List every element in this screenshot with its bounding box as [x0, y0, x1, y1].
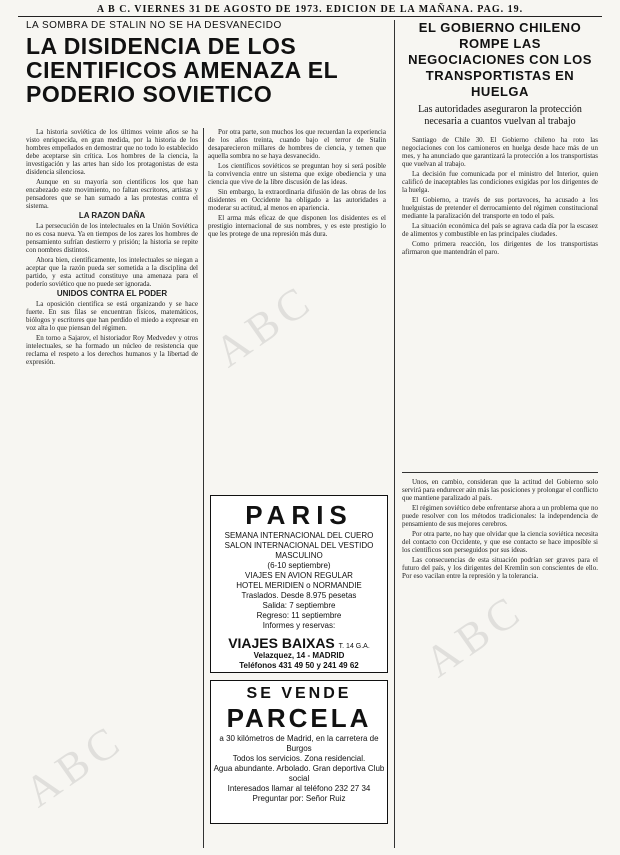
watermark-1: ABC	[15, 714, 133, 817]
ad-line: SALON INTERNACIONAL DEL VESTIDO MASCULINO	[224, 541, 374, 560]
paragraph: La decisión fue comunicada por el ministro del Interior, quien calificó de inaceptables las condiciones exigidas por los dirigentes de la huelga.	[402, 170, 598, 194]
paragraph: Los científicos soviéticos se preguntan hoy si será posible la convivencia entre un sistema que exige obediencia y una ciencia que vive de la libre discusión de las ideas.	[208, 162, 386, 186]
ad-paris	[210, 495, 388, 673]
ad-line: (6-10 septiembre)	[267, 561, 331, 570]
paragraph: La historia soviética de los últimos veinte años se ha visto enriquecida, en gran medida, por la historia de los hombres empeñados en demostrar que no todo lo establecido debe aceptarse sin crítica. Los hombres de la ciencia, la investigación y las artes han sido los protagonistas de esta disidencia silenciosa.	[26, 128, 198, 176]
paragraph: El régimen soviético debe enfrentarse ahora a un problema que no puede resolver con los métodos tradicionales: la independencia de pensamiento de sus mejores cerebros.	[402, 504, 598, 528]
ad-parcela-lines	[211, 734, 387, 804]
ad-paris-lines	[211, 531, 387, 631]
right-continued-text	[402, 478, 598, 580]
paragraph: En torno a Sajarov, el historiador Roy Medvedev y otros intelectuales, se ha formado un núcleo de resistencia que reclama el respeto a los derechos humanos y la libertad de expresión.	[26, 334, 198, 366]
col2-text	[208, 128, 386, 238]
ad-line: Informes y reservas:	[262, 621, 336, 630]
ad-line: Regreso: 11 septiembre	[256, 611, 342, 620]
left-kicker: LA SOMBRA DE STALIN NO SE HA DESVANECIDO	[26, 20, 282, 31]
right-article-rule	[402, 472, 598, 473]
paragraph: Santiago de Chile 30. El Gobierno chileno ha roto las negociaciones con los camioneros en huelga desde hace más de un mes, y ha anunciado que garantizará la protección a los transportistas que vuelvan al trabajo.	[402, 136, 598, 168]
ad-paris-agency	[211, 635, 387, 651]
paragraph: Las consecuencias de esta situación podrían ser graves para el futuro del país, y los dirigentes del Kremlin son conscientes de ello. Por eso vacilan entre la represión y la tolerancia.	[402, 556, 598, 580]
paragraph: La oposición científica se está organizando y se hace fuerte. En sus filas se encuentran físicos, matemáticos, biólogos y escritores que han perdido el miedo a expresar en voz alta lo que piensan del régimen.	[26, 300, 198, 332]
paragraph: La situación económica del país se agrava cada día por la escasez de alimentos y combustible en las principales ciudades.	[402, 222, 598, 238]
paragraph: Por otra parte, son muchos los que recuerdan la experiencia de los años treinta, cuando bajo el terror de Stalin desaparecieron millares de hombres de ciencia, y temen que aquella sombra no se haya desvanecido.	[208, 128, 386, 160]
watermark-3: ABC	[205, 274, 323, 377]
ad-paris-phones: Teléfonos 431 49 50 y 241 49 62	[239, 661, 359, 670]
section-heading-2: UNIDOS CONTRA EL PODER	[56, 289, 168, 298]
col1-section2	[26, 300, 198, 366]
right-article-text	[402, 136, 598, 256]
paragraph: Unos, en cambio, consideran que la actitud del Gobierno solo servirá para endurecer aún más las posiciones y prolongar el conflicto que mantiene paralizado al país.	[402, 478, 598, 502]
header-rule	[18, 16, 602, 17]
ad-line: HOTEL MERIDIEN o NORMANDIE	[236, 581, 362, 590]
ad-line: VIAJES EN AVION REGULAR	[245, 571, 353, 580]
paragraph: La persecución de los intelectuales en la Unión Soviética no es cosa nueva. Ya en tiempos de los zares los hombres de pensamiento sufrían destierro y prisión; la historia se repite con nombres distintos.	[26, 222, 198, 254]
ad-parcela	[210, 680, 388, 824]
right-column	[402, 136, 598, 466]
watermark-2: ABC	[415, 584, 533, 687]
right-subhead: Las autoridades aseguraron la protección necesaria a cuantos vuelvan al trabajo	[418, 104, 582, 127]
ad-line: SEMANA INTERNACIONAL DEL CUERO	[224, 531, 374, 540]
ad-paris-agency-ref: T. 14 G.A.	[338, 643, 370, 650]
paragraph: El arma más eficaz de que disponen los disidentes es el prestigio internacional de sus nombres, y es este prestigio lo que les protege de una represión más dura.	[208, 214, 386, 238]
ad-line: Preguntar por: Señor Ruiz	[252, 794, 346, 803]
paragraph: Como primera reacción, los dirigentes de los transportistas afirmaron que mantendrán el paro.	[402, 240, 598, 256]
column-divider-2	[394, 20, 395, 848]
page-header: A B C. VIERNES 31 DE AGOSTO DE 1973. EDICION DE LA MAÑANA. PAG. 19.	[96, 4, 524, 15]
ad-parcela-title2: PARCELA	[226, 703, 372, 733]
ad-paris-address: Velazquez, 14 - MADRID	[253, 651, 345, 660]
section-heading-1: LA RAZON DAÑA	[78, 211, 146, 220]
col1-intro	[26, 128, 198, 210]
column-divider-1	[203, 128, 204, 848]
col1-section1	[26, 222, 198, 288]
right-headline: EL GOBIERNO CHILENO ROMPE LAS NEGOCIACIONES CON LOS TRANSPORTISTAS EN HUELGA	[408, 20, 592, 99]
paragraph: Aunque en su mayoría son científicos los que han encabezado este movimiento, no faltan escritores, artistas y pensadores que se han sumado a las protestas contra el sistema.	[26, 178, 198, 210]
left-headline: LA DISIDENCIA DE LOS CIENTIFICOS AMENAZA EL PODERIO SOVIETICO	[26, 33, 338, 107]
paragraph: Ahora bien, científicamente, los intelectuales se niegan a aceptar que la razón pueda ser sometida a la disciplina del partido, y esta actitud constituye una amenaza para el poderío soviético que no puede ser ignorada.	[26, 256, 198, 288]
ad-line: a 30 kilómetros de Madrid, en la carretera de Burgos	[219, 734, 379, 753]
ad-line: Todos los servicios. Zona residencial.	[232, 754, 366, 763]
ad-parcela-title1: SE VENDE	[246, 685, 352, 702]
paragraph: Sin embargo, la extraordinaria difusión de las obras de los disidentes en Occidente ha obligado a las autoridades a moderar su actitud, al menos en apariencia.	[208, 188, 386, 212]
ad-paris-agency-name: VIAJES BAIXAS	[228, 635, 335, 651]
paragraph: Por otra parte, no hay que olvidar que la ciencia soviética necesita del contacto con Occidente, y que ese contacto se hace imposible si los científicos son perseguidos por sus ideas.	[402, 530, 598, 554]
paragraph: El Gobierno, a través de sus portavoces, ha acusado a los huelguistas de pretender el derrocamiento del régimen constitucional mediante la paralización del transporte en todo el país.	[402, 196, 598, 220]
ad-paris-title: PARIS	[245, 500, 353, 530]
ad-line: Traslados. Desde 8.975 pesetas	[241, 591, 357, 600]
ad-line: Salida: 7 septiembre	[262, 601, 336, 610]
ad-line: Interesados llamar al teléfono 232 27 34	[227, 784, 371, 793]
ad-line: Agua abundante. Arbolado. Gran deportiva Club social	[213, 764, 385, 783]
